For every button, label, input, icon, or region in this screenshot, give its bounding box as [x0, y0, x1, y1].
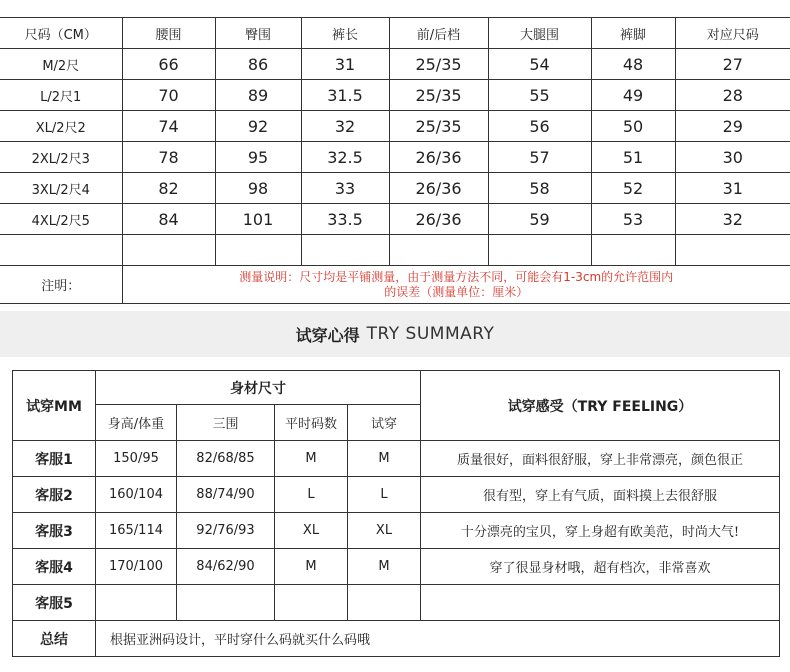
cell-measurements: 82/68/85: [177, 441, 275, 477]
empty-cell: [488, 235, 591, 266]
size-label: 2XL/2尺3: [0, 142, 122, 173]
cell-rise: 26/36: [389, 204, 488, 235]
cell-waist: 70: [122, 80, 215, 111]
cell-equivalent-size: 29: [675, 111, 790, 142]
empty-cell: [122, 235, 215, 266]
empty-row: [0, 235, 790, 266]
size-table-header-row: [0, 18, 790, 49]
header-size: 尺码（CM）: [0, 18, 122, 49]
cell-measurements: 92/76/93: [177, 513, 275, 549]
table-row: [0, 80, 790, 111]
header-length: 裤长: [301, 18, 389, 49]
size-label: L/2尺1: [0, 80, 122, 111]
cell-feeling: 穿了很显身材哦，超有档次，非常喜欢: [421, 549, 780, 585]
cell-height-weight: 150/95: [96, 441, 177, 477]
header-waist: 腰围: [122, 18, 215, 49]
size-label: 4XL/2尺5: [0, 204, 122, 235]
cell-tried-size: M: [348, 441, 421, 477]
cell-thigh: 59: [488, 204, 591, 235]
table-row: [0, 111, 790, 142]
empty-cell: [675, 235, 790, 266]
table-row: [13, 513, 780, 549]
cell-hip: 86: [215, 49, 301, 80]
empty-cell: [591, 235, 675, 266]
cell-thigh: 55: [488, 80, 591, 111]
banner-title-cn: 试穿心得: [295, 325, 360, 345]
cell-leg-opening: 52: [591, 173, 675, 204]
cell-length: 31: [301, 49, 389, 80]
table-row: [13, 585, 780, 621]
cell-hip: 101: [215, 204, 301, 235]
staff-name: 客服5: [13, 585, 96, 621]
cell-hip: 95: [215, 142, 301, 173]
cell-waist: 66: [122, 49, 215, 80]
try-table-header-row: [13, 371, 780, 405]
cell-tried-size: L: [348, 477, 421, 513]
table-row: [0, 49, 790, 80]
table-row: [0, 204, 790, 235]
subheader-usual-size: 平时码数: [275, 405, 348, 441]
header-leg-opening: 裤脚: [591, 18, 675, 49]
try-summary-banner: [0, 311, 790, 357]
header-rise: 前/后档: [389, 18, 488, 49]
cell-usual-size: L: [275, 477, 348, 513]
table-row: [0, 173, 790, 204]
empty-cell: [389, 235, 488, 266]
cell-hip: 98: [215, 173, 301, 204]
cell-equivalent-size: 30: [675, 142, 790, 173]
cell-usual-size: M: [275, 441, 348, 477]
measurement-note-line-1: 测量说明：尺寸均是平铺测量，由于测量方法不同，可能会有1-3cm的允许范围内: [239, 269, 674, 284]
cell-waist: 84: [122, 204, 215, 235]
cell-rise: 25/35: [389, 80, 488, 111]
cell-measurements: 88/74/90: [177, 477, 275, 513]
cell-equivalent-size: 31: [675, 173, 790, 204]
staff-name: 客服2: [13, 477, 96, 513]
cell-feeling: [421, 585, 780, 621]
subheader-height-weight: 身高/体重: [96, 405, 177, 441]
cell-leg-opening: 49: [591, 80, 675, 111]
cell-thigh: 58: [488, 173, 591, 204]
cell-rise: 25/35: [389, 111, 488, 142]
cell-equivalent-size: 27: [675, 49, 790, 80]
cell-feeling: 很有型，穿上有气质，面料摸上去很舒服: [421, 477, 780, 513]
cell-height-weight: [96, 585, 177, 621]
empty-cell: [215, 235, 301, 266]
cell-usual-size: M: [275, 549, 348, 585]
cell-length: 32: [301, 111, 389, 142]
size-label: XL/2尺2: [0, 111, 122, 142]
header-thigh: 大腿围: [488, 18, 591, 49]
cell-rise: 25/35: [389, 49, 488, 80]
cell-height-weight: 170/100: [96, 549, 177, 585]
size-chart-table: [0, 17, 790, 304]
size-label: M/2尺: [0, 49, 122, 80]
header-mm: 试穿MM: [13, 371, 96, 441]
cell-leg-opening: 50: [591, 111, 675, 142]
summary-row: [13, 621, 780, 657]
banner-title-en: TRY SUMMARY: [366, 324, 495, 344]
header-equivalent-size: 对应尺码: [675, 18, 790, 49]
summary-label: 总结: [13, 621, 96, 657]
cell-length: 31.5: [301, 80, 389, 111]
empty-cell: [0, 235, 122, 266]
cell-waist: 74: [122, 111, 215, 142]
cell-hip: 89: [215, 80, 301, 111]
header-body-size: 身材尺寸: [96, 371, 421, 405]
cell-length: 33: [301, 173, 389, 204]
cell-height-weight: 160/104: [96, 477, 177, 513]
cell-thigh: 57: [488, 142, 591, 173]
measurement-note-line-2: 的误差（测量单位：厘米）: [384, 284, 529, 299]
staff-name: 客服3: [13, 513, 96, 549]
cell-hip: 92: [215, 111, 301, 142]
cell-waist: 82: [122, 173, 215, 204]
cell-tried-size: [348, 585, 421, 621]
staff-name: 客服4: [13, 549, 96, 585]
summary-text: 根据亚洲码设计，平时穿什么码就买什么码哦: [96, 621, 780, 657]
empty-cell: [301, 235, 389, 266]
cell-equivalent-size: 32: [675, 204, 790, 235]
cell-leg-opening: 51: [591, 142, 675, 173]
cell-rise: 26/36: [389, 142, 488, 173]
cell-rise: 26/36: [389, 173, 488, 204]
cell-feeling: 十分漂亮的宝贝，穿上身超有欧美范，时尚大气!: [421, 513, 780, 549]
table-row: [0, 142, 790, 173]
cell-thigh: 54: [488, 49, 591, 80]
cell-measurements: [177, 585, 275, 621]
cell-length: 33.5: [301, 204, 389, 235]
cell-leg-opening: 48: [591, 49, 675, 80]
cell-feeling: 质量很好，面料很舒服，穿上非常漂亮，颜色很正: [421, 441, 780, 477]
cell-height-weight: 165/114: [96, 513, 177, 549]
cell-tried-size: XL: [348, 513, 421, 549]
note-row: [0, 266, 790, 304]
size-label: 3XL/2尺4: [0, 173, 122, 204]
cell-equivalent-size: 28: [675, 80, 790, 111]
cell-usual-size: [275, 585, 348, 621]
table-row: [13, 441, 780, 477]
cell-measurements: 84/62/90: [177, 549, 275, 585]
header-hip: 臀围: [215, 18, 301, 49]
cell-usual-size: XL: [275, 513, 348, 549]
cell-thigh: 56: [488, 111, 591, 142]
header-feeling: 试穿感受（TRY FEELING）: [421, 371, 780, 441]
note-label: 注明：: [0, 266, 122, 304]
table-row: [13, 477, 780, 513]
cell-tried-size: M: [348, 549, 421, 585]
subheader-tried-size: 试穿: [348, 405, 421, 441]
subheader-measurements: 三围: [177, 405, 275, 441]
cell-leg-opening: 53: [591, 204, 675, 235]
table-row: [13, 549, 780, 585]
try-on-table: [12, 370, 780, 657]
cell-waist: 78: [122, 142, 215, 173]
measurement-note: [122, 266, 790, 304]
staff-name: 客服1: [13, 441, 96, 477]
cell-length: 32.5: [301, 142, 389, 173]
